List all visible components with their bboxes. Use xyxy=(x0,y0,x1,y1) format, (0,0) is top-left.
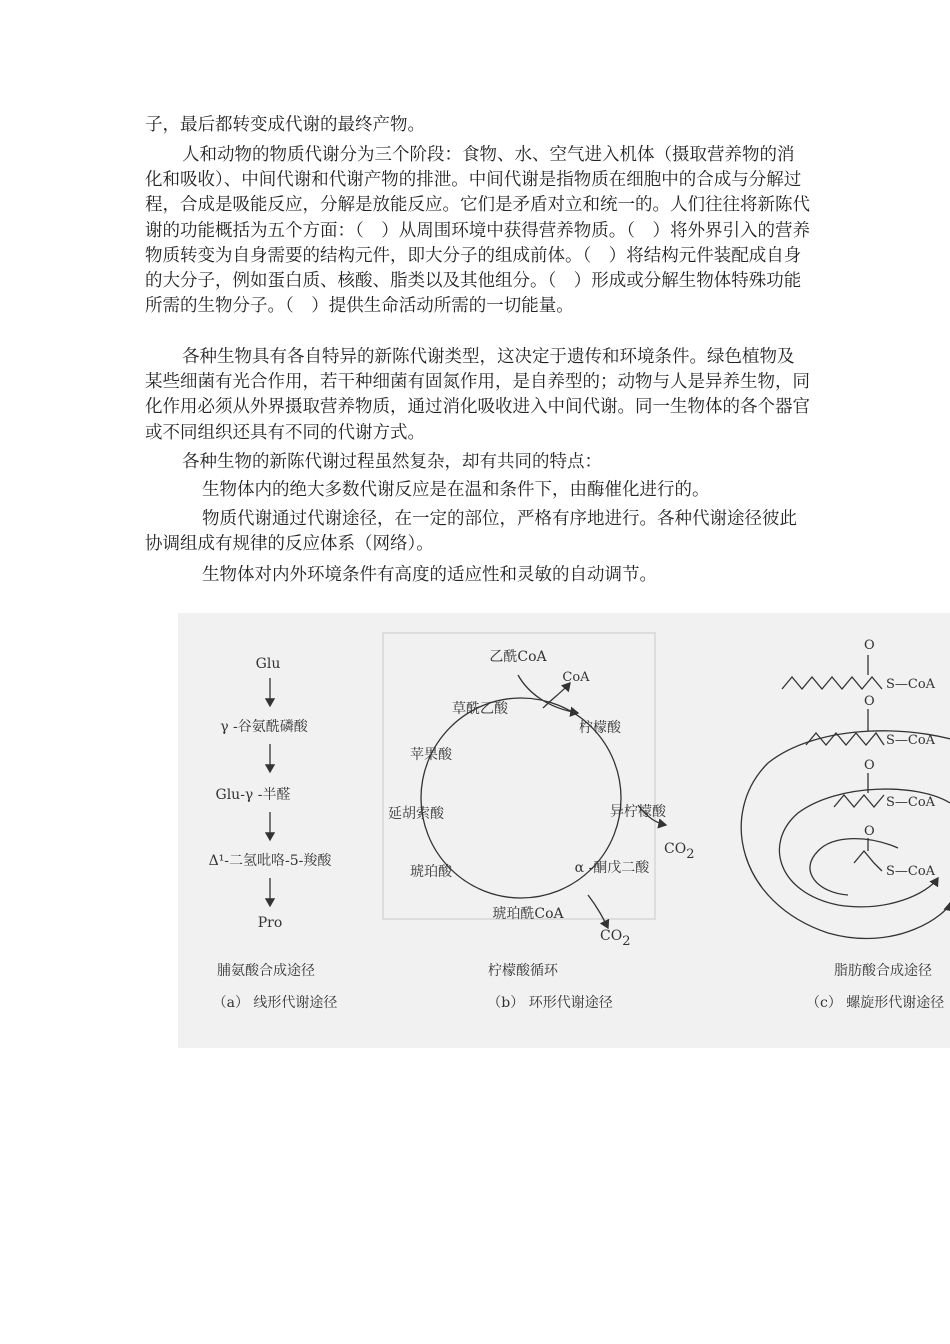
paragraph: 人和动物的物质代谢分为三个阶段：食物、水、空气进入机体（摄取营养物的消化和吸收）、中间代谢和代谢产物的排泄。中间代谢是指物质在细胞中的合成与分解过程，合成是吸能反应，分解是放能反应。它们是矛盾对立和统一的。人们往往将新陈代谢的功能概括为五个方面：（ ）从周围环境中获得营养物质。（ ）将外界引入的营养物质转变为自身需要的结构元件，即大分子的组成前体。（ ）将结构元件装配成自身的大分子，例如蛋白质、核酸、脂类以及其他组分。（ ）形成或分解生物体特殊功能所需的生物分子。（ ）提供生命活动所需的一切能量。 xyxy=(145,145,810,317)
succinyl-coa-label: 琥珀酰CoA xyxy=(492,906,564,922)
acyl-chain-1 xyxy=(782,677,882,689)
paragraph: 生物体对内外环境条件有高度的适应性和灵敏的自动调节。 xyxy=(202,565,657,585)
sco-a-label-4: S—CoA xyxy=(886,864,936,879)
linear-caption: （a） 线形代谢途径 xyxy=(212,995,338,1011)
spiral-title: 脂肪酸合成途径 xyxy=(834,963,932,979)
oxygen-label: O xyxy=(864,694,875,709)
citrate-label: 柠檬酸 xyxy=(579,720,621,736)
body-text xyxy=(145,478,810,503)
body-text xyxy=(145,143,810,319)
body-text xyxy=(145,113,810,138)
oxygen-label: O xyxy=(864,758,875,773)
linear-pathway xyxy=(209,656,338,1011)
co2-label-1: CO2 xyxy=(664,841,695,862)
sco-a-label-3: S—CoA xyxy=(886,795,936,810)
paragraph: 各种生物的新陈代谢过程虽然复杂，却有共同的特点： xyxy=(182,452,602,472)
spiral-pathway xyxy=(741,638,950,1011)
acyl-chain-4 xyxy=(854,851,882,871)
body-text xyxy=(145,450,810,475)
citric-acid-cycle xyxy=(383,633,694,1011)
akg-label: α -酮戊二酸 xyxy=(574,860,650,876)
step-pyrroline-carboxylate: Δ¹-二氢吡咯-5-羧酸 xyxy=(208,853,332,869)
spiral-arc-inner xyxy=(810,839,898,895)
paragraph: 各种生物具有各自特异的新陈代谢类型，这决定于遗传和环境条件。绿色植物及某些细菌有光合作用，若干种细菌有固氮作用，是自养型的；动物与人是异养生物，同化作用必须从外界摄取营养物质，通过消化吸收进入中间代谢。同一生物体的各个器官或不同组织还具有不同的代谢方式。 xyxy=(145,347,810,443)
acetyl-coa-label: 乙酰CoA xyxy=(489,649,547,665)
acyl-chain-3 xyxy=(834,795,884,807)
step-glu: Glu xyxy=(255,656,281,672)
linear-title: 脯氨酸合成途径 xyxy=(217,963,315,979)
spiral-caption: （c） 螺旋形代谢途径 xyxy=(806,995,945,1011)
cycle-caption: （b） 环形代谢途径 xyxy=(487,995,613,1011)
oxygen-label: O xyxy=(864,824,875,839)
oxygen-label: O xyxy=(864,638,875,653)
isocitrate-label: 异柠檬酸 xyxy=(610,804,666,820)
sco-a-label-2: S—CoA xyxy=(886,733,936,748)
paragraph: 生物体内的绝大多数代谢反应是在温和条件下，由酶催化进行的。 xyxy=(202,480,710,500)
spiral-arc-outer xyxy=(741,731,950,939)
sco-a-label-1: S—CoA xyxy=(886,677,936,692)
paragraph: 子，最后都转变成代谢的最终产物。 xyxy=(145,115,425,135)
step-pro: Pro xyxy=(257,915,283,931)
co2-release-arrow-2 xyxy=(588,895,608,928)
paragraph: 物质代谢通过代谢途径，在一定的部位，严格有序地进行。各种代谢途径彼此协调组成有规律的反应体系（网络）。 xyxy=(145,509,797,555)
figure-canvas xyxy=(178,613,950,1048)
oxaloacetate-label: 草酰乙酸 xyxy=(452,701,508,717)
fumarate-label: 延胡索酸 xyxy=(388,806,444,822)
malate-label: 苹果酸 xyxy=(410,747,452,763)
body-text xyxy=(145,563,810,588)
step-glu-semialdehyde: Glu-γ -半醛 xyxy=(215,787,291,803)
co2-label-2: CO2 xyxy=(600,928,631,949)
cycle-title: 柠檬酸循环 xyxy=(488,963,558,979)
body-text xyxy=(145,345,810,446)
coa-label: CoA xyxy=(562,670,590,685)
step-glutamyl-phosphate: γ -谷氨酰磷酸 xyxy=(220,719,308,735)
metabolic-pathways-figure xyxy=(178,613,950,1048)
body-text xyxy=(145,507,810,557)
succinate-label: 琥珀酸 xyxy=(410,864,452,880)
